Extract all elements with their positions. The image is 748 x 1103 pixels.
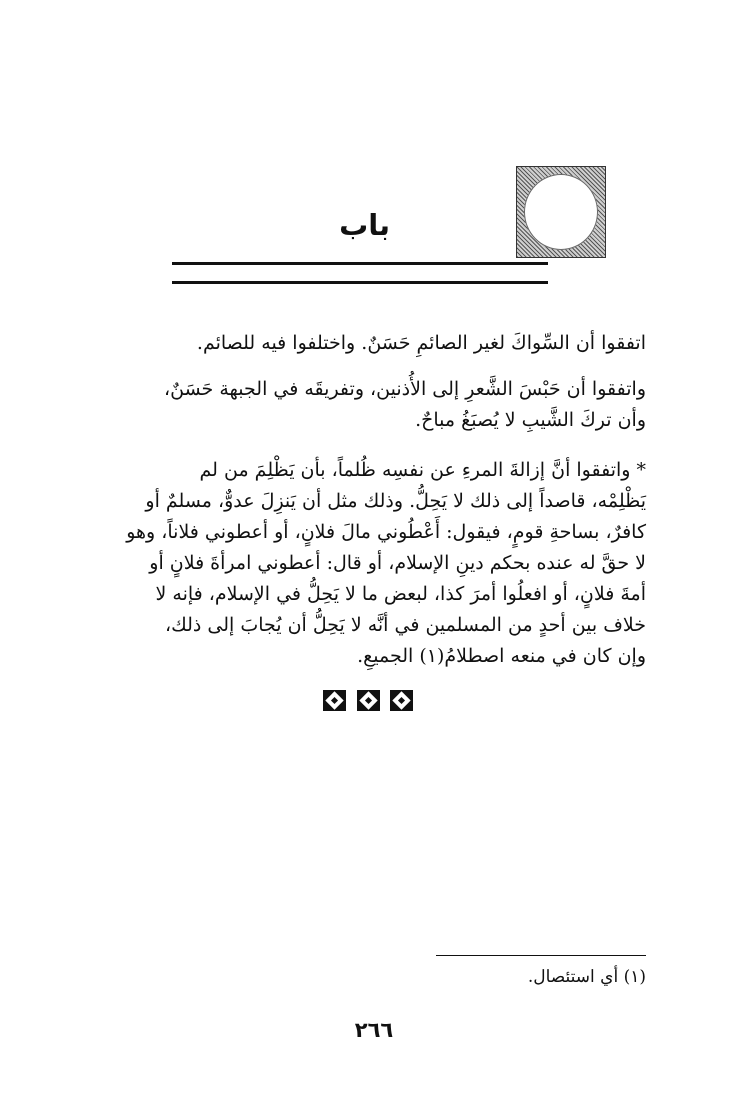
text-line: اتفقوا أن السِّواكَ لغير الصائمِ حَسَنٌ. واختلفوا فيه للصائم. <box>196 332 646 354</box>
paragraph-1 <box>106 328 646 359</box>
footnote-separator <box>436 955 646 956</box>
ornament-icon <box>357 690 380 711</box>
text-line: كافرٌ، بساحةِ قومٍ، فيقول: أَعْطُوني مالَ فلانٍ، أو أعطوني فلاناً، وهو <box>126 521 646 543</box>
ornament-icon <box>323 690 346 711</box>
page-number: ٢٦٦ <box>354 1018 394 1042</box>
section-divider-ornaments <box>323 690 413 712</box>
paragraph-3 <box>98 455 646 672</box>
ornament-icon <box>390 690 413 711</box>
text-line: واتفقوا أن حَبْسَ الشَّعرِ إلى الأُذنين، وتفريقَه في الجبهة حَسَنٌ، <box>164 378 646 400</box>
text-line: وإن كان في منعه اصطلامُ(١) الجميعِ. <box>357 645 646 667</box>
text-line: * واتفقوا أنَّ إزالةَ المرءِ عن نفسِه ظُلماً، بأن يَظْلِمَ من لم <box>199 459 646 481</box>
emblem-circle <box>524 174 598 250</box>
text-line: خلاف بين أحدٍ من المسلمين في أنَّه لا يَحِلُّ أن يُجابَ إلى ذلك، <box>164 614 646 636</box>
text-line: لا حقَّ له عنده بحكم دينِ الإسلام، أو قال: أعطوني امرأةَ فلانٍ أو <box>149 552 646 574</box>
text-line: يَظْلِمْه، قاصداً إلى ذلك لا يَحِلُّ. وذلك مثل أن يَنزِلَ عدوٌّ، مسلمٌ أو <box>145 490 646 512</box>
title-rule-top <box>172 262 548 265</box>
paragraph-2 <box>106 374 646 436</box>
text-line: وأن تركَ الشَّيبِ لا يُصبَغُ مباحٌ. <box>415 409 646 431</box>
text-line: أمةَ فلانٍ، أو افعلُوا أمرَ كذا، لبعض ما لا يَحِلُّ في الإسلام، فإنه لا <box>155 583 646 605</box>
title-rule-bottom <box>172 281 548 284</box>
chapter-title: باب <box>339 208 390 242</box>
footnote: (١) أي استئصال. <box>527 967 646 987</box>
chapter-emblem-icon <box>516 166 606 258</box>
